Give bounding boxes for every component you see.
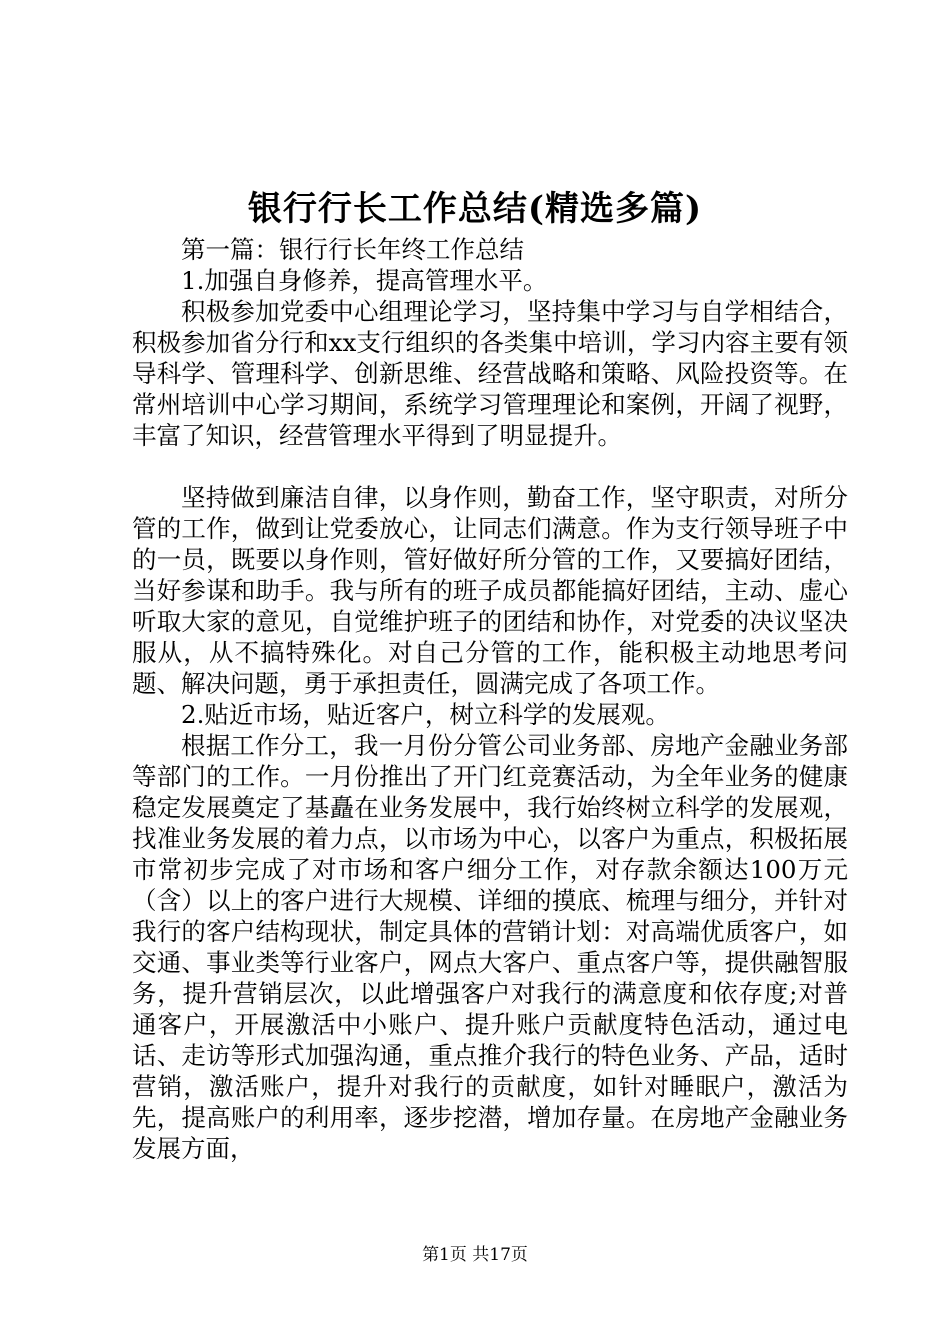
body-paragraph: 积极参加党委中心组理论学习，坚持集中学习与自学相结合，积极参加省分行和xx支行组织的各类集中培训，学习内容主要有领导科学、管理科学、创新思维、经营战略和策略、风险投资等。在常州培训中心学习期间，系统学习管理理论和案例，开阔了视野，丰富了知识，经营管理水平得到了明显提升。 <box>132 297 848 450</box>
document-body <box>132 234 848 1164</box>
subsection-heading: 2.贴近市场，贴近客户，树立科学的发展观。 <box>181 700 670 729</box>
body-paragraph: 坚持做到廉洁自律，以身作则，勤奋工作，坚守职责，对所分管的工作，做到让党委放心，让同志们满意。作为支行领导班子中的一员，既要以身作则，管好做好所分管的工作，又要搞好团结，当好参谋和助手。我与所有的班子成员都能搞好团结，主动、虚心听取大家的意见，自觉维护班子的团结和协作，对党委的决议坚决服从，从不搞特殊化。对自己分管的工作，能积极主动地思考问题、解决问题，勇于承担责任，圆满完成了各项工作。 <box>132 483 848 698</box>
paragraph-gap <box>132 451 848 482</box>
section-heading: 第一篇：银行行长年终工作总结 <box>181 235 524 264</box>
document-title: 银行行长工作总结(精选多篇) <box>247 189 703 229</box>
body-paragraph: 根据工作分工，我一月份分管公司业务部、房地产金融业务部等部门的工作。一月份推出了开门红竞赛活动，为全年业务的健康稳定发展奠定了基矗在业务发展中，我行始终树立科学的发展观，找准业务发展的着力点，以市场为中心，以客户为重点，积极拓展市常初步完成了对市场和客户细分工作，对存款余额达100万元（含）以上的客户进行大规模、详细的摸底、梳理与细分，并针对我行的客户结构现状，制定具体的营销计划：对高端优质客户，如交通、事业类等行业客户，网点大客户、重点客户等，提供融智服务，提升营销层次，以此增强客户对我行的满意度和依存度;对普通客户，开展激活中小账户、提升账户贡献度特色活动，通过电话、走访等形式加强沟通，重点推介我行的特色业务、产品，适时营销，激活账户，提升对我行的贡献度，如针对睡眠户，激活为先，提高账户的利用率，逐步挖潜，增加存量。在房地产金融业务发展方面， <box>132 731 848 1163</box>
subsection-heading: 1.加强自身修养，提高管理水平。 <box>181 266 548 295</box>
page-footer: 第1页 共17页 <box>422 1245 528 1265</box>
